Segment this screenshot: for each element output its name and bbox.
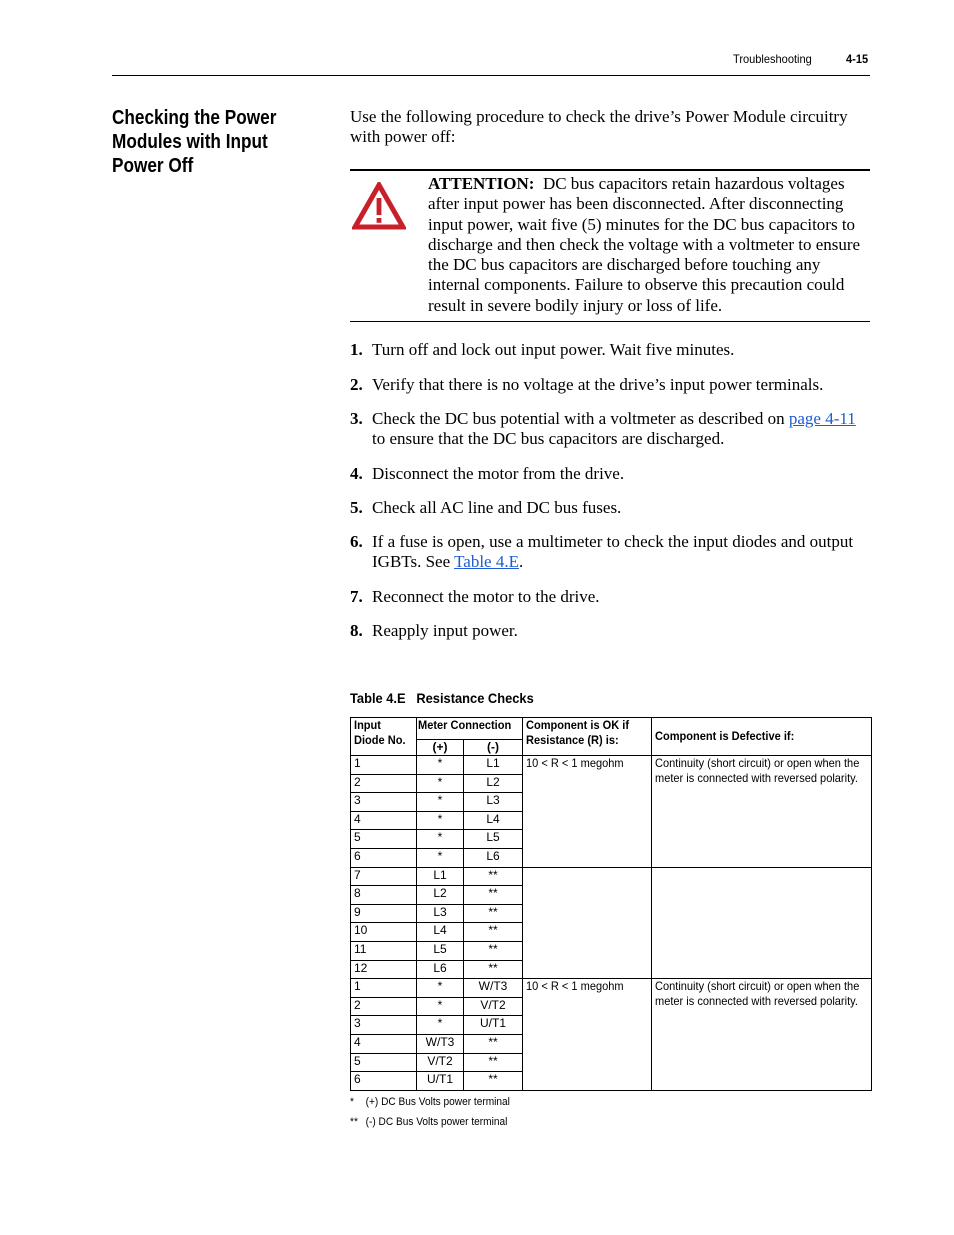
step-3: [350, 409, 870, 449]
step-number: 5.: [350, 498, 363, 517]
cell-minus: V/T2: [464, 997, 523, 1016]
cell-minus: **: [464, 886, 523, 905]
step-2: [350, 375, 870, 395]
header-plus: (+): [417, 740, 464, 756]
step-text: [372, 409, 870, 449]
cell-diode-no: 4: [351, 811, 417, 830]
cell-minus: L2: [464, 774, 523, 793]
step-8: [350, 621, 870, 641]
step-number: 4.: [350, 464, 363, 483]
table-caption: [350, 690, 534, 706]
cell-diode-no: 6: [351, 1072, 417, 1091]
running-header-section: Troubleshooting: [733, 52, 812, 66]
cell-diode-no: 8: [351, 886, 417, 905]
step-6: [350, 532, 870, 572]
table-row: [351, 756, 872, 775]
intro-paragraph: Use the following procedure to check the drive’s Power Module circuitry with power off:: [350, 107, 848, 146]
cell-plus: *: [417, 830, 464, 849]
step-7: [350, 587, 870, 607]
attention-body: DC bus capacitors retain hazardous voltages after input power has been disconnected. After disconnecting input power, wait five (5) minutes for the DC bus capacitors to discharge and then check the voltage with a voltmeter to ensure the DC bus capacitors are discharged before touching any internal components. Failure to observe this precaution could result in severe bodily injury or loss of life.: [428, 174, 861, 315]
footnote-mark: **: [350, 1116, 358, 1128]
cell-minus: L4: [464, 811, 523, 830]
step-1: [350, 340, 870, 360]
cell-minus: **: [464, 923, 523, 942]
cell-plus: U/T1: [417, 1072, 464, 1091]
cell-plus: L6: [417, 960, 464, 979]
table-4e-link[interactable]: Table 4.E: [454, 552, 519, 571]
step-text: Check all AC line and DC bus fuses.: [372, 498, 622, 517]
resistance-checks-table: [350, 717, 872, 1091]
step-text: Reapply input power.: [372, 621, 518, 640]
step-text-post: to ensure that the DC bus capacitors are discharged.: [372, 429, 725, 448]
cell-diode-no: 1: [351, 756, 417, 775]
cell-ok-condition: [523, 867, 652, 979]
cell-minus: L1: [464, 756, 523, 775]
page-4-11-link[interactable]: page 4-11: [788, 409, 856, 428]
cell-plus: W/T3: [417, 1034, 464, 1053]
cell-minus: **: [464, 1072, 523, 1091]
cell-minus: L6: [464, 848, 523, 867]
defective-condition-text: Continuity (short circuit) or open when the meter is connected with reversed polarity.: [655, 756, 860, 785]
step-text: [372, 532, 870, 572]
cell-plus: *: [417, 756, 464, 775]
table-body: [351, 756, 872, 1091]
header-defective-if: Component is Defective if:: [652, 718, 872, 756]
footnote-mark: *: [350, 1096, 354, 1108]
table-row: [351, 979, 872, 998]
footnote-text: (+) DC Bus Volts power terminal: [365, 1096, 510, 1108]
cell-minus: **: [464, 1053, 523, 1072]
cell-plus: *: [417, 979, 464, 998]
cell-plus: *: [417, 997, 464, 1016]
footnote-2: [350, 1116, 507, 1128]
attention-text: [428, 174, 868, 316]
cell-diode-no: 2: [351, 774, 417, 793]
step-number: 2.: [350, 375, 363, 394]
step-text: Disconnect the motor from the drive.: [372, 464, 625, 483]
cell-plus: L1: [417, 867, 464, 886]
step-text: Verify that there is no voltage at the drive’s input power terminals.: [372, 375, 824, 394]
cell-diode-no: 4: [351, 1034, 417, 1053]
cell-defective-condition: [652, 867, 872, 979]
step-number: 6.: [350, 532, 363, 551]
cell-diode-no: 12: [351, 960, 417, 979]
cell-plus: L2: [417, 886, 464, 905]
ok-condition-text: 10 < R < 1 megohm: [526, 979, 624, 994]
warning-triangle-icon: [352, 182, 406, 230]
cell-plus: *: [417, 1016, 464, 1035]
header-minus: (-): [464, 740, 523, 756]
cell-ok-condition: [523, 756, 652, 868]
cell-plus: *: [417, 793, 464, 812]
cell-plus: *: [417, 848, 464, 867]
cell-diode-no: 2: [351, 997, 417, 1016]
header-meter-connection: Meter Connection: [417, 718, 523, 740]
cell-minus: **: [464, 1034, 523, 1053]
step-4: [350, 464, 870, 484]
cell-diode-no: 5: [351, 1053, 417, 1072]
header-ok-if: Component is OK if Resistance (R) is:: [523, 718, 652, 756]
cell-diode-no: 6: [351, 848, 417, 867]
step-number: 7.: [350, 587, 363, 606]
cell-plus: *: [417, 811, 464, 830]
cell-defective-condition: [652, 756, 872, 868]
cell-minus: L3: [464, 793, 523, 812]
cell-minus: W/T3: [464, 979, 523, 998]
footnote-1: [350, 1096, 510, 1108]
step-text-pre: If a fuse is open, use a multimeter to check the input diodes and output IGBTs. See: [372, 532, 854, 571]
footnote-text: (-) DC Bus Volts power terminal: [365, 1116, 508, 1128]
attention-top-rule: [350, 169, 870, 171]
cell-defective-condition: [652, 979, 872, 1091]
cell-plus: L4: [417, 923, 464, 942]
cell-diode-no: 3: [351, 793, 417, 812]
cell-plus: L3: [417, 904, 464, 923]
ok-condition-text: 10 < R < 1 megohm: [526, 756, 624, 770]
step-text: Turn off and lock out input power. Wait five minutes.: [372, 340, 735, 359]
cell-minus: **: [464, 960, 523, 979]
cell-minus: U/T1: [464, 1016, 523, 1035]
step-text-post: .: [518, 552, 524, 571]
cell-diode-no: 1: [351, 979, 417, 998]
step-number: 3.: [350, 409, 363, 428]
table-caption-title: Resistance Checks: [416, 690, 534, 706]
table-row: [351, 867, 872, 886]
attention-bottom-rule: [350, 321, 870, 322]
section-heading: Checking the Power Modules with Input Power Off: [112, 107, 277, 177]
cell-diode-no: 10: [351, 923, 417, 942]
step-text-pre: Check the DC bus potential with a voltmeter as described on: [372, 409, 789, 428]
step-number: 8.: [350, 621, 363, 640]
step-number: 1.: [350, 340, 363, 359]
defective-condition-text: Continuity (short circuit) or open when the meter is connected with reversed polarity.: [655, 979, 860, 1009]
cell-minus: **: [464, 904, 523, 923]
cell-diode-no: 11: [351, 941, 417, 960]
step-text: Reconnect the motor to the drive.: [372, 587, 600, 606]
cell-minus: **: [464, 941, 523, 960]
step-5: [350, 498, 870, 518]
cell-plus: *: [417, 774, 464, 793]
table-caption-id: Table 4.E: [350, 690, 406, 706]
cell-diode-no: 7: [351, 867, 417, 886]
cell-minus: **: [464, 867, 523, 886]
cell-plus: V/T2: [417, 1053, 464, 1072]
cell-diode-no: 3: [351, 1016, 417, 1035]
attention-label: ATTENTION:: [428, 174, 535, 193]
cell-diode-no: 9: [351, 904, 417, 923]
cell-ok-condition: [523, 979, 652, 1091]
header-input-diode-no: Input Diode No.: [351, 718, 417, 756]
cell-plus: L5: [417, 941, 464, 960]
cell-minus: L5: [464, 830, 523, 849]
cell-diode-no: 5: [351, 830, 417, 849]
page-number: 4-15: [846, 52, 869, 66]
header-rule: [112, 75, 870, 76]
